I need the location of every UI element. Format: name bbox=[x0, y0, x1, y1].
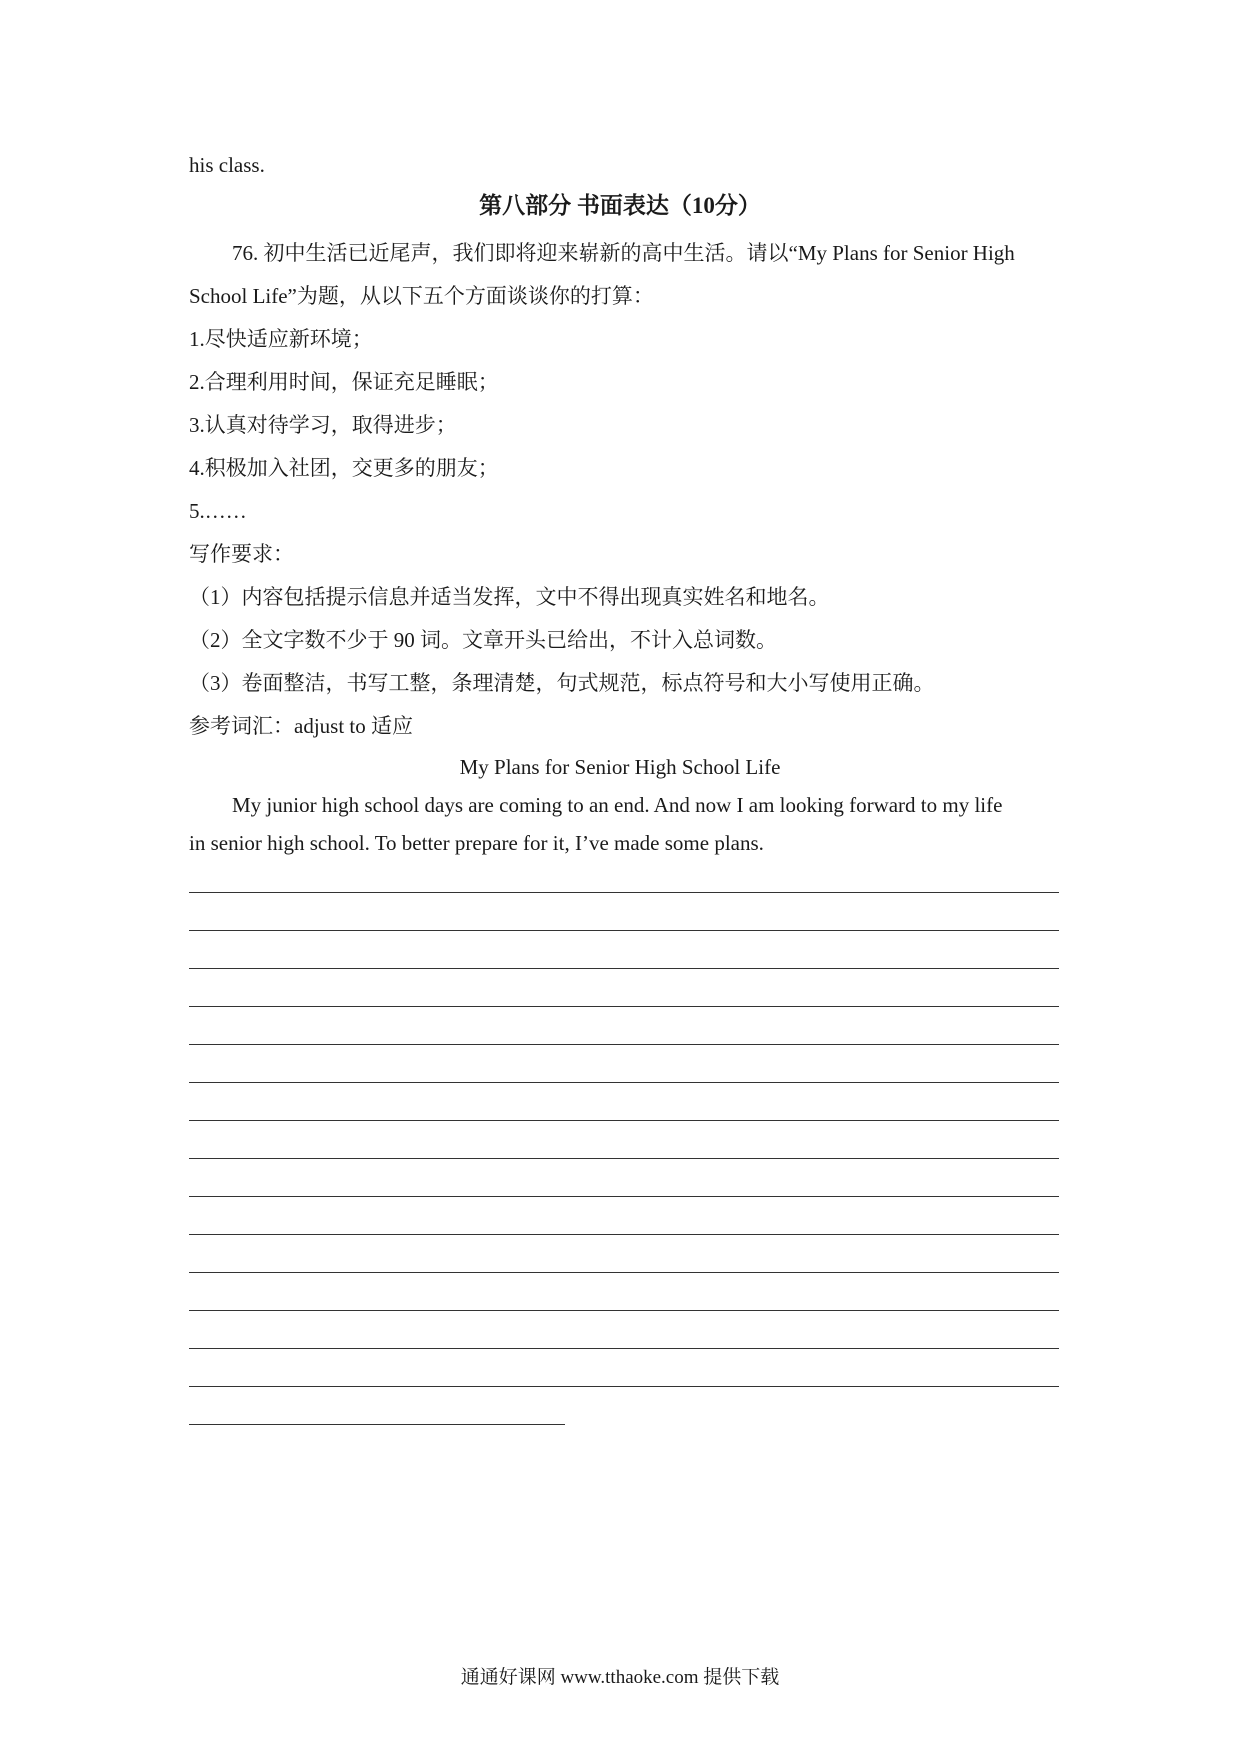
essay-start-line-2: in senior high school. To better prepare for it, I’ve made some plans. bbox=[189, 831, 764, 855]
point-3: 3.认真对待学习，取得进步； bbox=[189, 413, 457, 437]
requirement-2: （2）全文字数不少于 90 词。文章开头已给出，不计入总词数。 bbox=[189, 628, 777, 652]
answer-line[interactable] bbox=[189, 1044, 1059, 1045]
answer-line[interactable] bbox=[189, 892, 1059, 893]
answer-line[interactable] bbox=[189, 968, 1059, 969]
answer-line[interactable] bbox=[189, 1272, 1059, 1273]
answer-line[interactable] bbox=[189, 1082, 1059, 1083]
answer-line[interactable] bbox=[189, 930, 1059, 931]
answer-line[interactable] bbox=[189, 1158, 1059, 1159]
requirements-heading: 写作要求： bbox=[189, 542, 294, 566]
answer-line[interactable] bbox=[189, 1120, 1059, 1121]
reference-vocabulary: 参考词汇：adjust to 适应 bbox=[189, 714, 413, 738]
question-line-1: 76. 初中生活已近尾声，我们即将迎来崭新的高中生活。请以“My Plans for Senior High bbox=[232, 241, 1015, 265]
answer-line[interactable] bbox=[189, 1348, 1059, 1349]
answer-line[interactable] bbox=[189, 1196, 1059, 1197]
answer-line[interactable] bbox=[189, 1006, 1059, 1007]
point-5: 5.…… bbox=[189, 499, 247, 523]
essay-start-line-1: My junior high school days are coming to an end. And now I am looking forward to my life bbox=[232, 793, 1003, 817]
point-4: 4.积极加入社团，交更多的朋友； bbox=[189, 456, 499, 480]
section-title: 第八部分 书面表达（10分） bbox=[479, 193, 761, 218]
requirement-3: （3）卷面整洁，书写工整，条理清楚，句式规范，标点符号和大小写使用正确。 bbox=[189, 671, 935, 695]
previous-page-continuation: his class. bbox=[189, 153, 265, 177]
answer-line[interactable] bbox=[189, 1310, 1059, 1311]
essay-title: My Plans for Senior High School Life bbox=[459, 755, 781, 779]
point-1: 1.尽快适应新环境； bbox=[189, 327, 373, 351]
answer-line-short[interactable] bbox=[189, 1424, 565, 1425]
question-line-2: School Life”为题，从以下五个方面谈谈你的打算： bbox=[189, 284, 654, 308]
point-2: 2.合理利用时间，保证充足睡眠； bbox=[189, 370, 499, 394]
requirement-1: （1）内容包括提示信息并适当发挥，文中不得出现真实姓名和地名。 bbox=[189, 585, 830, 609]
answer-line[interactable] bbox=[189, 1386, 1059, 1387]
footer-source: 通通好课网 www.tthaoke.com 提供下载 bbox=[460, 1667, 780, 1688]
answer-line[interactable] bbox=[189, 1234, 1059, 1235]
